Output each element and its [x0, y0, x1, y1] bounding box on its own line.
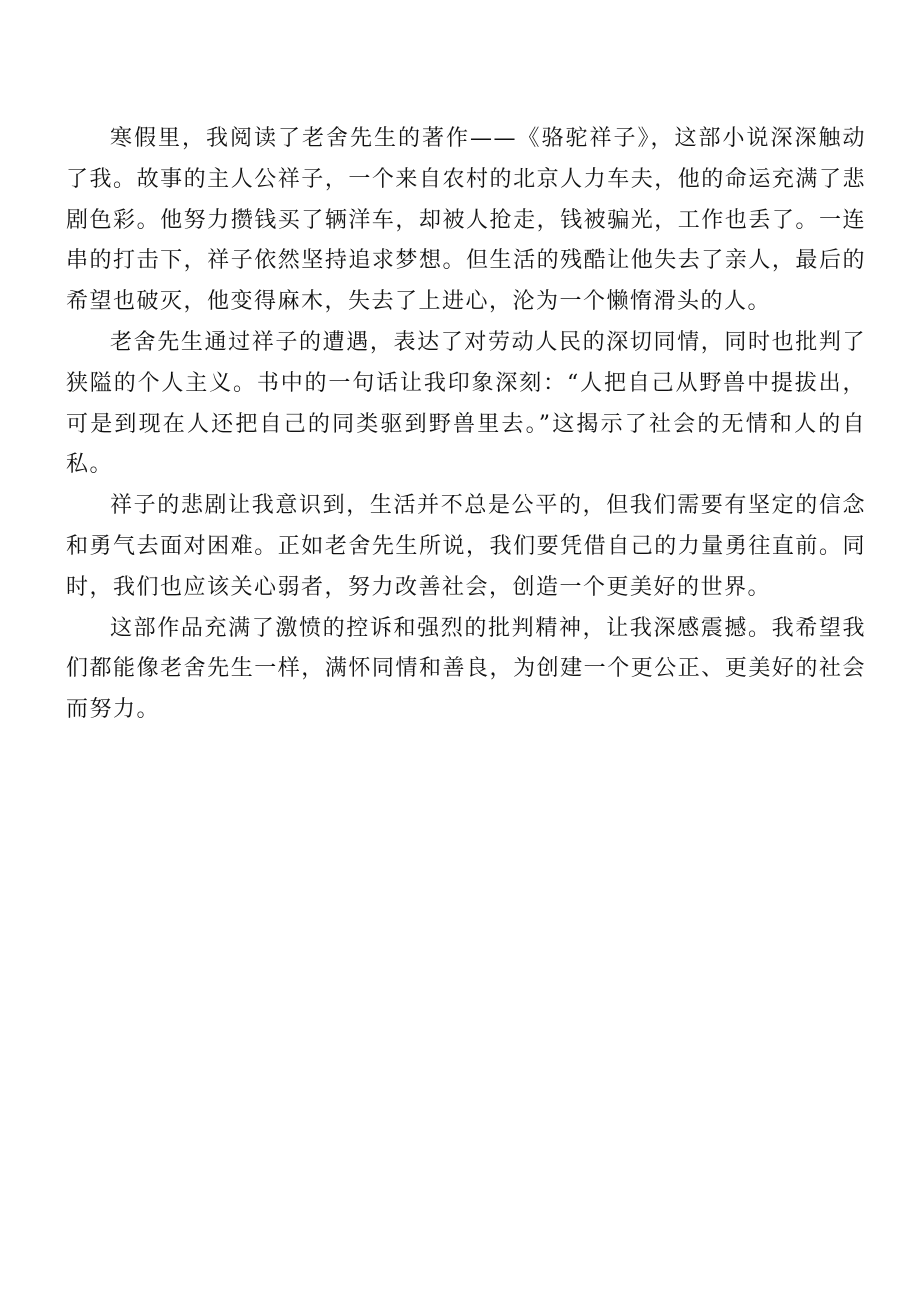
- paragraph: 祥子的悲剧让我意识到，生活并不总是公平的，但我们需要有坚定的信念和勇气去面对困难。正如老舍先生所说，我们要凭借自己的力量勇往直前。同时，我们也应该关心弱者，努力改善社会，创造一个更美好的世界。: [66, 493, 866, 600]
- essay-body: [66, 119, 866, 731]
- paragraph: 这部作品充满了激愤的控诉和强烈的批判精神，让我深感震撼。我希望我们都能像老舍先生一样，满怀同情和善良，为创建一个更公正、更美好的社会而努力。: [66, 615, 866, 723]
- paragraph: 寒假里，我阅读了老舍先生的著作——《骆驼祥子》，这部小说深深触动了我。故事的主人公祥子，一个来自农村的北京人力车夫，他的命运充满了悲剧色彩。他努力攒钱买了辆洋车，却被人抢走，钱被骗光，工作也丢了。一连串的打击下，祥子依然坚持追求梦想。但生活的残酷让他失去了亲人，最后的希望也破灭，他变得麻木，失去了上进心，沦为一个懒惰滑头的人。: [66, 126, 866, 315]
- paragraph: 老舍先生通过祥子的遭遇，表达了对劳动人民的深切同情，同时也批判了狭隘的个人主义。书中的一句话让我印象深刻：“人把自己从野兽中提拔出，可是到现在人还把自己的同类驱到野兽里去。”这揭示了社会的无情和人的自私。: [66, 329, 866, 478]
